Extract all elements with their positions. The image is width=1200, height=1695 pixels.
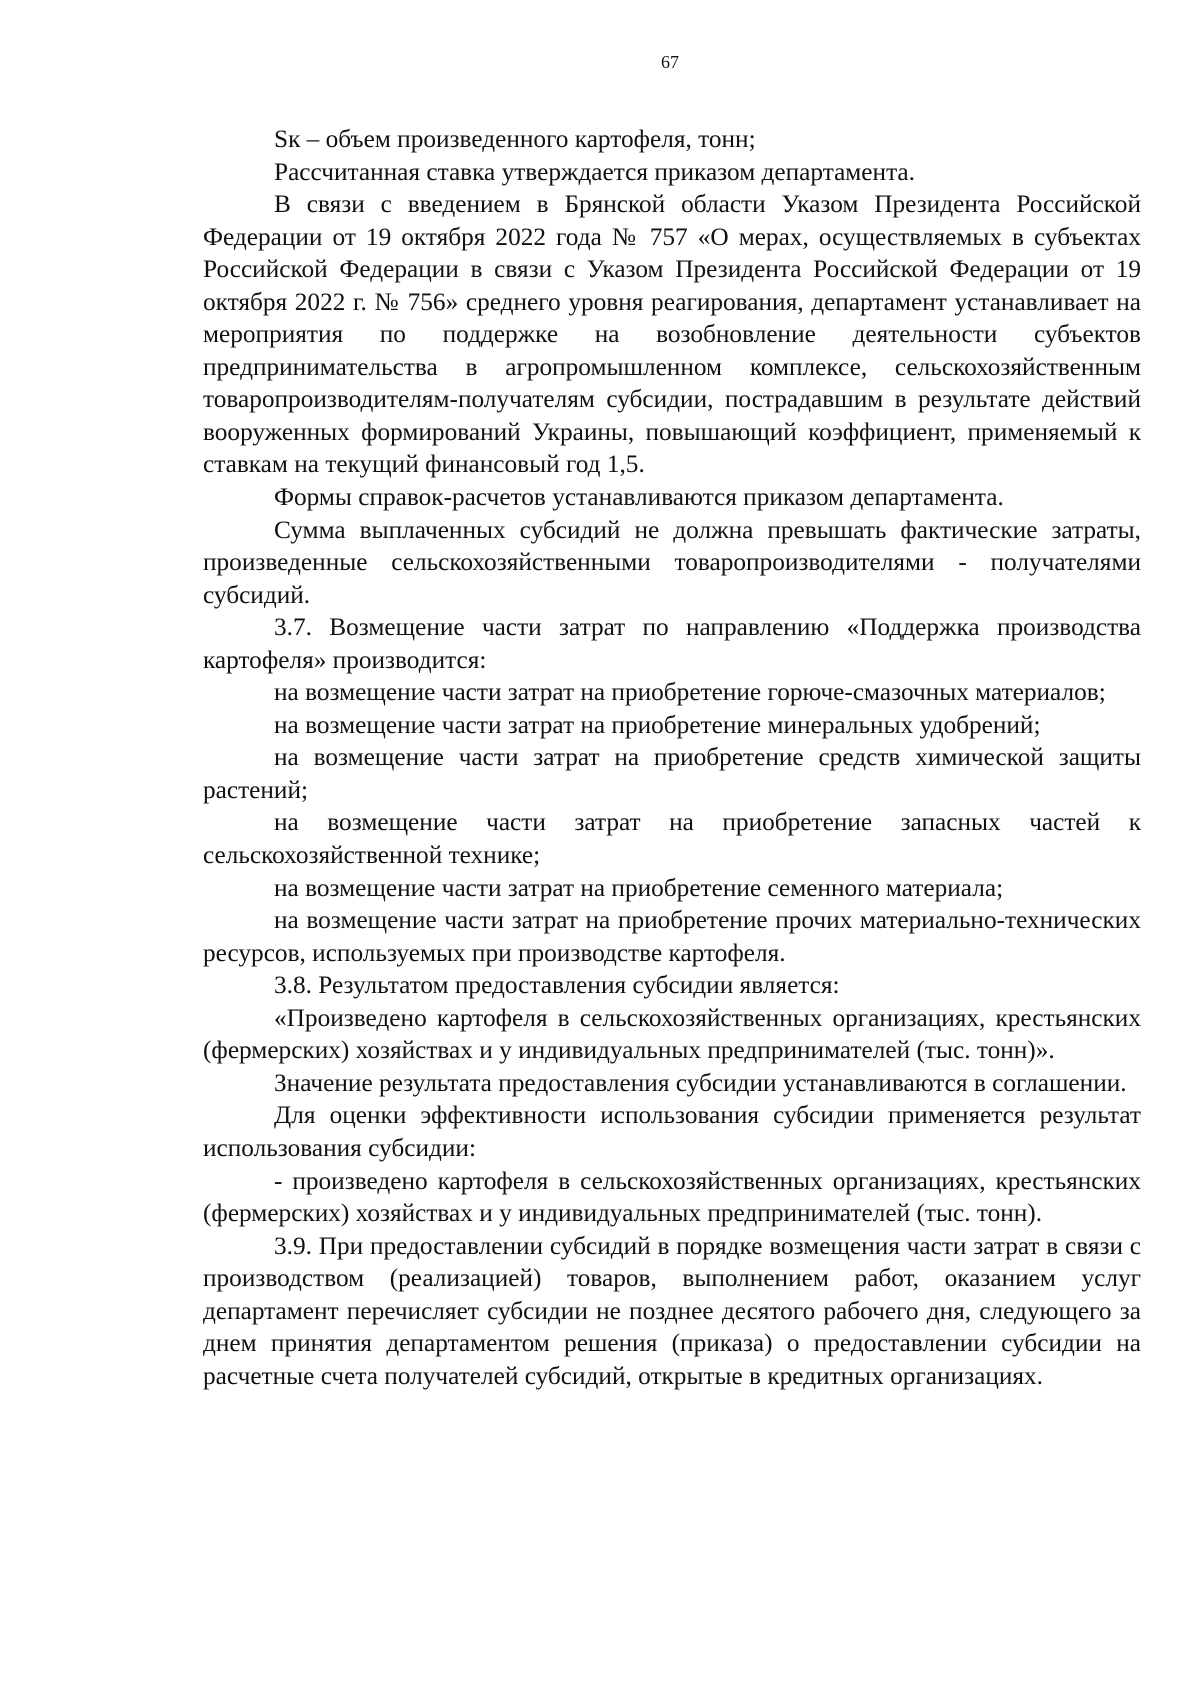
- paragraph-subsidy-sum: Сумма выплаченных субсидий не должна превышать фактические затраты, произведенные сельскохозяйственными товаропроизводителями - получателями субсидий.: [203, 515, 1141, 609]
- paragraph-result-value: Значение результата предоставления субсидии устанавливаются в соглашении.: [274, 1068, 1127, 1097]
- paragraph-forms: Формы справок-расчетов устанавливаются приказом департамента.: [274, 483, 1004, 512]
- list-item-produced-potatoes: - произведено картофеля в сельскохозяйственных организациях, крестьянских (фермерских) хозяйствах и у индивидуальных предпринимателей (тыс. тонн).: [203, 1166, 1141, 1228]
- paragraph-coefficient: В связи с введением в Брянской области Указом Президента Российской Федерации от 19 октября 2022 года № 757 «О мерах, осуществляемых в субъектах Российской Федерации в связи с Указом Президента Российской Федерации от 19 октября 2022 г. № 756» среднего уровня реагирования, департамент устанавливает на мероприятия по поддержке на возобновление деятельности субъектов предпринимательства в агропромышленном комплексе, сельскохозяйственным товаропроизводителям-получателям субсидии, пострадавшим в результате действий вооруженных формирований Украины, повышающий коэффициент, применяемый к ставкам на текущий финансовый год 1,5.: [203, 190, 1141, 479]
- page-number: 67: [661, 52, 679, 72]
- list-item-other-resources: на возмещение части затрат на приобретение прочих материально-технических ресурсов, используемых при производстве картофеля.: [203, 906, 1141, 967]
- document-body: [203, 123, 1141, 1392]
- list-item-spare-parts: на возмещение части затрат на приобретение запасных частей к сельскохозяйственной технике;: [203, 808, 1141, 870]
- list-item-seed-material: на возмещение части затрат на приобретение семенного материала;: [274, 873, 1004, 902]
- paragraph-3-9: 3.9. При предоставлении субсидий в порядке возмещения части затрат в связи с производством (реализацией) товаров, выполнением работ, оказанием услуг департамент перечисляет субсидии не позднее десятого рабочего дня, следующего за днем принятия департаментом решения (приказа) о предоставлении субсидии на расчетные счета получателей субсидий, открытые в кредитных организациях.: [203, 1231, 1141, 1390]
- list-item-fertilizers: на возмещение части затрат на приобретение минеральных удобрений;: [274, 710, 1041, 739]
- paragraph-3-8: 3.8. Результатом предоставления субсидии является:: [274, 971, 840, 1000]
- list-item-fuel: на возмещение части затрат на приобретение горюче-смазочных материалов;: [274, 678, 1106, 707]
- list-item-plant-protection: на возмещение части затрат на приобретение средств химической защиты растений;: [203, 743, 1141, 804]
- paragraph-rate-approval: Рассчитанная ставка утверждается приказом департамента.: [274, 157, 915, 186]
- paragraph-result-quote: «Произведено картофеля в сельскохозяйственных организациях, крестьянских (фермерских) хозяйствах и у индивидуальных предпринимателей (тыс. тонн)».: [203, 1003, 1141, 1065]
- paragraph-efficiency: Для оценки эффективности использования субсидии применяется результат использования субсидии:: [203, 1101, 1141, 1162]
- paragraph-3-7: 3.7. Возмещение части затрат по направлению «Поддержка производства картофеля» производится:: [203, 613, 1141, 674]
- paragraph-sk-definition: Sк – объем произведенного картофеля, тонн;: [274, 125, 756, 153]
